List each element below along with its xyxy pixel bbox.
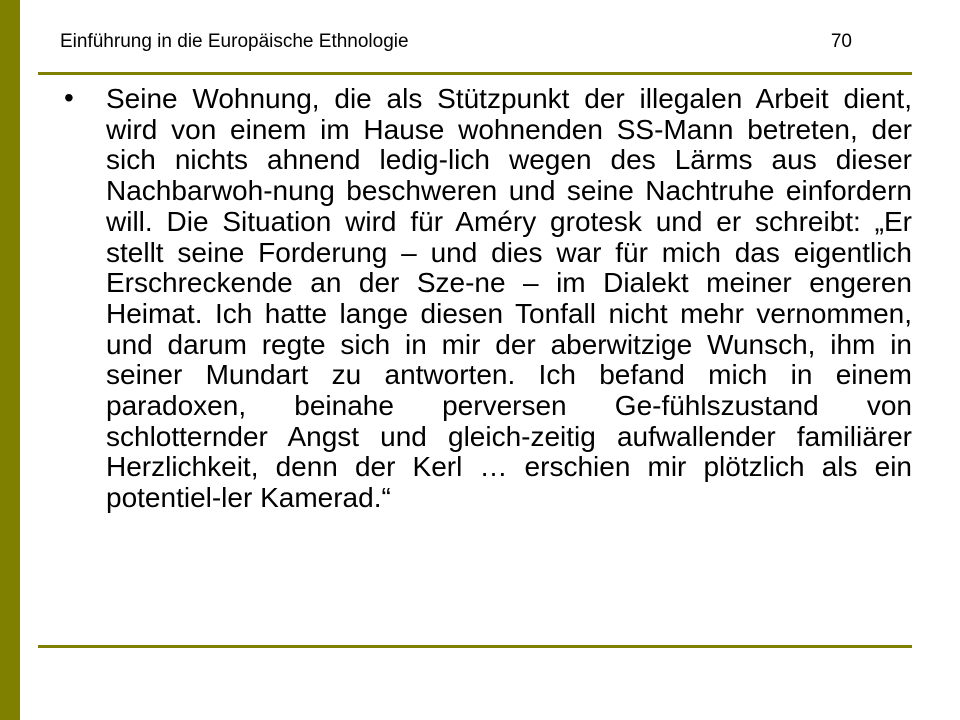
page-number: 70 (830, 31, 852, 52)
top-divider (38, 72, 912, 75)
header-title: Einführung in die Europäische Ethnologie (60, 31, 409, 52)
bottom-divider (38, 645, 912, 648)
side-accent-bar (0, 0, 20, 720)
slide-header (60, 31, 852, 59)
bullet-marker: • (64, 82, 74, 113)
body-paragraph: Seine Wohnung, die als Stützpunkt der illegalen Arbeit dient, wird von einem im Hause wohnenden SS-Mann betreten, der sich nichts ahnend ledig-lich wegen des Lärms aus dieser Nachbarwoh-nung beschweren und seine Nachtruhe einfordern will. Die Situation wird für Améry grotesk und er schreibt: „Er stellt seine Forderung – und dies war für mich das eigentlich Erschreckende an der Sze-ne – im Dialekt meiner engeren Heimat. Ich hatte lange diesen Tonfall nicht mehr vernommen, und darum regte sich in mir der aberwitzige Wunsch, ihm in seiner Mundart zu antworten. Ich befand mich in einem paradoxen, beinahe perversen Ge-fühlszustand von schlotternder Angst und gleich-zeitig aufwallender familiärer Herzlichkeit, denn der Kerl … erschien mir plötzlich als ein potentiel-ler Kamerad.“ (106, 83, 912, 514)
